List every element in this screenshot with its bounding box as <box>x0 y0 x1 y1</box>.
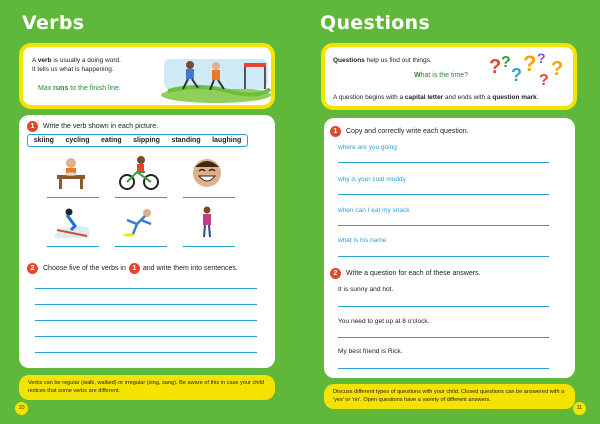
answer-line-1[interactable] <box>47 197 99 198</box>
question-item-1: where are you going <box>338 144 397 151</box>
svg-text:?: ? <box>539 72 549 89</box>
verb-definition: A verb is usually a doing word. It tells us what is happening. <box>32 57 121 74</box>
word-skiing: skiing <box>33 137 54 144</box>
q1-prompt: 1 Write the verb shown in each picture. <box>27 121 158 132</box>
q2-prompt: 2 Choose five of the verbs in 1 and write them into sentences. <box>27 263 238 274</box>
question-line-3[interactable] <box>338 368 549 369</box>
sentence-line-5[interactable] <box>35 352 257 353</box>
svg-text:?: ? <box>489 56 502 78</box>
skiing-picture <box>49 204 93 240</box>
page-number-right: 11 <box>573 402 586 415</box>
page-title-verbs: Verbs <box>22 12 85 34</box>
question-line-1[interactable] <box>338 306 549 307</box>
slipping-picture <box>117 204 161 240</box>
svg-text:?: ? <box>511 65 522 85</box>
sentence-line-2[interactable] <box>35 304 257 305</box>
q2-number-badge: 2 <box>27 263 38 274</box>
questions-parent-note: Discuss different types of questions with your child. Closed questions can be answered with a 'yes' or 'no'. Open questions have a variety of different answers. <box>324 384 575 409</box>
question-marks-illustration <box>487 49 573 89</box>
q2-prompt-questions: 2 Write a question for each of these answers. <box>330 268 481 279</box>
question-rule: A question begins with a capital letter and ends with a question mark. <box>333 94 539 101</box>
q1-number-badge-questions: 1 <box>330 126 341 137</box>
answer-1: It is sunny and hot. <box>338 286 394 293</box>
word-laughing: laughing <box>212 137 242 144</box>
answer-line-3[interactable] <box>183 197 235 198</box>
questions-exercise-card <box>324 118 575 378</box>
question-item-2: why is your coat muddy <box>338 176 406 183</box>
answer-line-6[interactable] <box>183 246 235 247</box>
copy-line-3[interactable] <box>338 225 549 226</box>
word-eating: eating <box>101 137 122 144</box>
q2-number-badge-questions: 2 <box>330 268 341 279</box>
svg-text:?: ? <box>537 50 546 66</box>
page-title-questions: Questions <box>320 12 431 34</box>
sentence-line-3[interactable] <box>35 320 257 321</box>
runners-illustration <box>158 51 273 103</box>
cycling-picture <box>117 155 161 191</box>
answer-line-5[interactable] <box>115 246 167 247</box>
word-slipping: slipping <box>133 137 160 144</box>
verbs-parent-note: Verbs can be regular (walk, walked) or irregular (sing, sang). Be aware of this in case your child notices that some verbs are different. <box>19 375 275 400</box>
laughing-face-picture <box>185 155 229 191</box>
right-page <box>300 0 600 424</box>
question-definition: Questions help us find out things. <box>333 57 432 64</box>
word-cycling: cycling <box>65 137 90 144</box>
question-item-4: what is his name <box>338 237 387 244</box>
eating-picture <box>49 155 93 191</box>
svg-text:?: ? <box>523 51 537 76</box>
answer-3: My best friend is Rick. <box>338 348 403 355</box>
copy-line-2[interactable] <box>338 194 549 195</box>
answer-line-4[interactable] <box>47 246 99 247</box>
copy-line-4[interactable] <box>338 256 549 257</box>
standing-picture <box>185 204 229 240</box>
question-line-2[interactable] <box>338 337 549 338</box>
questions-intro-box <box>321 43 577 110</box>
verbs-exercise-card <box>19 115 275 368</box>
answer-line-2[interactable] <box>115 197 167 198</box>
verbs-intro-box <box>19 43 275 109</box>
copy-line-1[interactable] <box>338 162 549 163</box>
sentence-line-4[interactable] <box>35 336 257 337</box>
svg-text:?: ? <box>501 54 511 71</box>
verb-example: Max runs to the finish line. <box>38 85 121 92</box>
question-example: What is the time? <box>414 72 469 79</box>
verb-word-bank <box>27 134 248 147</box>
word-standing: standing <box>171 137 201 144</box>
q1-number-badge: 1 <box>27 121 38 132</box>
question-item-3: when can I eat my snack <box>338 207 410 214</box>
sentence-line-1[interactable] <box>35 288 257 289</box>
page-number-left: 10 <box>15 402 28 415</box>
q1-prompt-questions: 1 Copy and correctly write each question. <box>330 126 469 137</box>
svg-text:?: ? <box>551 58 564 80</box>
q1-reference-badge: 1 <box>129 263 140 274</box>
answer-2: You need to get up at 8 o'clock. <box>338 318 430 325</box>
